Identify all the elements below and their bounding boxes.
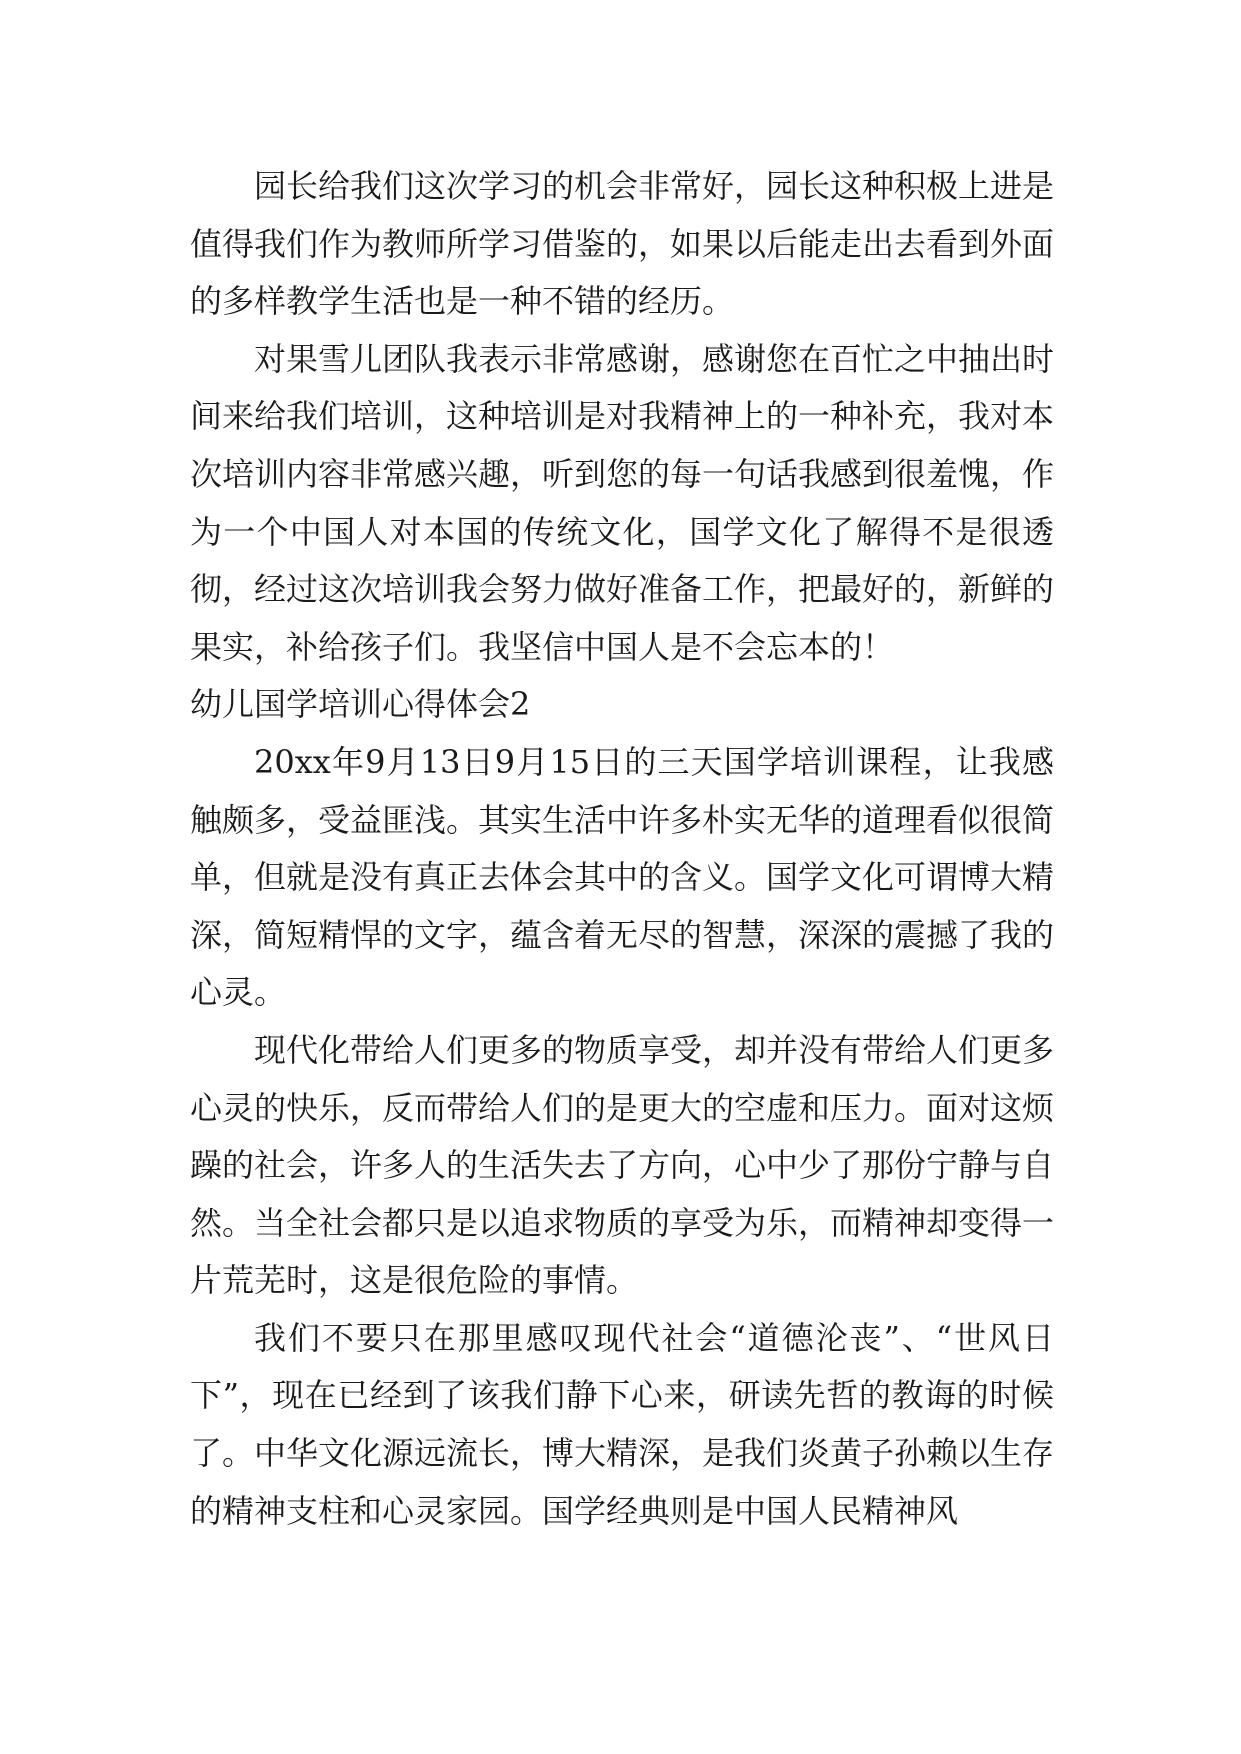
- document-body: [190, 158, 1054, 1540]
- paragraph-5: 我们不要只在那里感叹现代社会“道德沦丧”、“世风日下”，现在已经到了该我们静下心来，研读先哲的教诲的时候了。中华文化源远流长，博大精深，是我们炎黄子孙赖以生存的精神支柱和心灵家园。国学经典则是中国人民精神风: [190, 1318, 1055, 1530]
- paragraph-3: 20xx年9月13日9月15日的三天国学培训课程，让我感触颇多，受益匪浅。其实生活中许多朴实无华的道理看似很简单，但就是没有真正去体会其中的含义。国学文化可谓博大精深，简短精悍的文字，蕴含着无尽的智慧，深深的震撼了我的心灵。: [190, 742, 1055, 1012]
- paragraph-1: 园长给我们这次学习的机会非常好，园长这种积极上进是值得我们作为教师所学习借鉴的，如果以后能走出去看到外面的多样教学生活也是一种不错的经历。: [190, 167, 1055, 321]
- section-heading: 幼儿国学培训心得体会2: [190, 685, 531, 724]
- paragraph-4: 现代化带给人们更多的物质享受，却并没有带给人们更多心灵的快乐，反而带给人们的是更大的空虚和压力。面对这烦躁的社会，许多人的生活失去了方向，心中少了那份宁静与自然。当全社会都只是以追求物质的享受为乐，而精神却变得一片荒芜时，这是很危险的事情。: [190, 1030, 1055, 1300]
- paragraph-2: 对果雪儿团队我表示非常感谢，感谢您在百忙之中抽出时间来给我们培训，这种培训是对我精神上的一种补充，我对本次培训内容非常感兴趣，听到您的每一句话我感到很羞愧，作为一个中国人对本国的传统文化，国学文化了解得不是很透彻，经过这次培训我会努力做好准备工作，把最好的，新鲜的果实，补给孩子们。我坚信中国人是不会忘本的！: [190, 339, 1055, 666]
